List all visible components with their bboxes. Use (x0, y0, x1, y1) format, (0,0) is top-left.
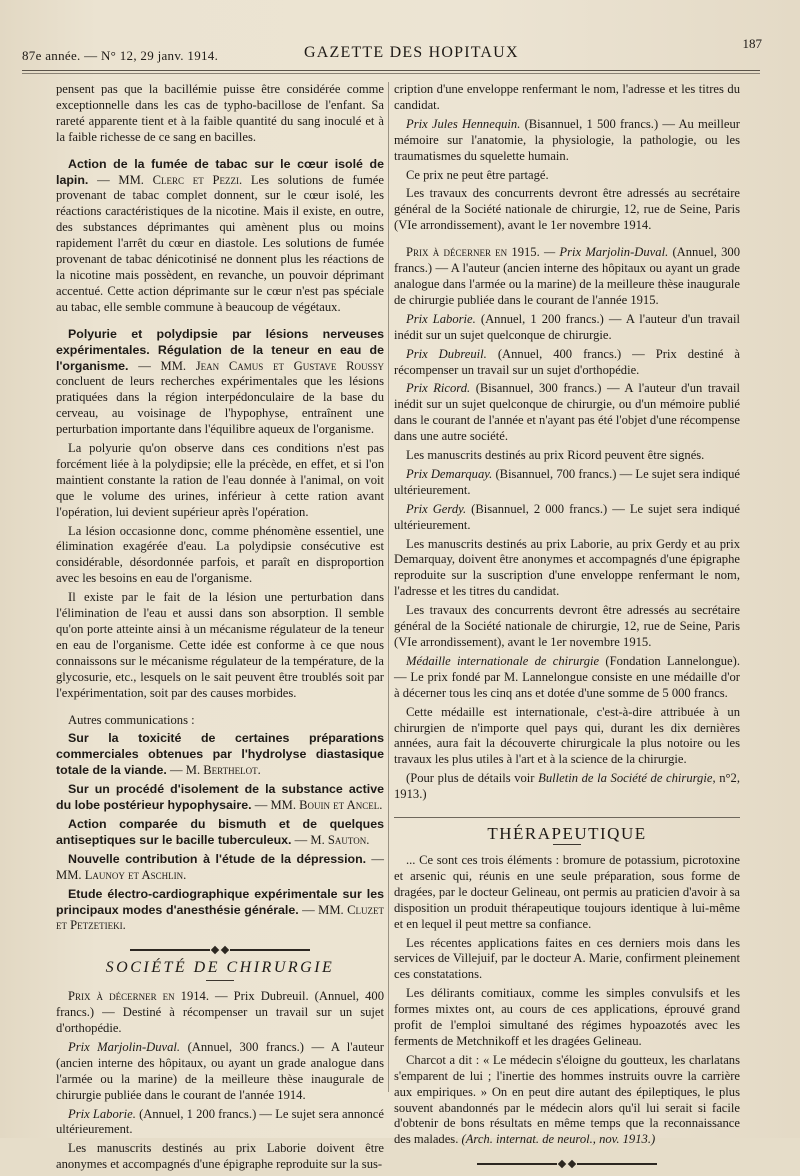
paragraph: ... Ce sont ces trois éléments : bromure de potassium, picrotoxine et arsenic qui, réunis en une seule préparation, sous forme de dragées, par le docteur Gelineau, ont permis au praticien d'avoir à sa disposition un produit thérapeutique toujours identique à lui-même et en lequel il peut mettre sa confiance. (394, 852, 740, 931)
reference-prefix: (Pour plus de détails voir (406, 771, 535, 786)
communication-authors: — MM. Bouin et Ancel. (254, 798, 383, 813)
right-column (394, 82, 740, 1174)
paragraph: Les travaux des concurrents devront être adressés au secrétaire général de la Société nationale de chirurgie, 12, rue de Seine, Paris (VIe arrondissement), avant le 1er novembre 1915. (394, 603, 740, 649)
prize-text: (Bisannuel, 1 500 francs.) — Au meilleur mémoire sur l'anatomie, la physiologie, la pathologie, ou les traumatismes du squelette humain. (394, 116, 740, 163)
prize-name: Médaille internationale de chirurgie (406, 653, 600, 668)
communication-title: Sur la toxicité de certaines préparations commerciales obtenues par l'hydrolyse diastasique totale de la viande. (56, 731, 384, 778)
paragraph: Il existe par le fait de la lésion une perturbation dans l'élimination de l'eau et aussi dans son absorption. Il semble qu'on porte atteinte ainsi à un mécanisme régulateur de la teneur en eau de l'organisme. Cette idée est conforme à ce que nous connaissons sur le mécanisme régulateur de la température, de la glycosurie, etc., lesquels on le sait peuvent être troublés soit par l'expérimentation, soit par des causes morbides. (56, 590, 384, 700)
paragraph: Les manuscrits destinés au prix Laborie, au prix Gerdy et au prix Demarquay, doivent être anonymes et accompagnés d'une épigraphe reproduite sur la suscription d'une enveloppe renfermant le nom, l'adresse et les titres du candidat. (394, 536, 740, 599)
communication-title: Nouvelle contribution à l'étude de la dépression. (68, 851, 367, 866)
prize-text: (Annuel, 400 francs.) — Prix destiné à récompenser un travail sur un sujet d'orthopédie. (394, 346, 740, 377)
column-divider (388, 82, 389, 1092)
other-communications-label: Autres communications : (68, 712, 195, 727)
article-authors: — MM. Clerc et Pezzi. (97, 172, 243, 187)
paragraph: Les travaux des concurrents devront être adressés au secrétaire général de la Société nationale de chirurgie, 12, rue de Seine, Paris (VIe arrondissement), avant le 1er novembre 1914. (394, 186, 740, 233)
paragraph: La polyurie qu'on observe dans ces conditions n'est pas forcément liée à la polydipsie; elle la précède, en effet, et si l'on maintient constante la ration de l'eau donnée à l'animal, on voit que le volume des urines, inférieur à cette ration avant l'opération, lui devient supérieur après l'opération. (56, 441, 384, 519)
prize-name: Prix Dubreuil. (406, 346, 487, 361)
header-rule-secondary (22, 73, 760, 74)
journal-title: GAZETTE DES HOPITAUX (304, 44, 519, 61)
prize-item (394, 467, 740, 499)
prize-item (394, 502, 740, 534)
prize-text: (Annuel, 1 200 francs.) — Le sujet sera annoncé ultérieurement. (56, 1106, 384, 1137)
reference-note (394, 771, 740, 803)
communication-authors: — M. Berthelot. (170, 763, 261, 778)
header-rule (22, 70, 760, 71)
prize-item (394, 347, 740, 379)
communication-item (56, 817, 384, 849)
section-rule (394, 817, 740, 818)
quote-reference: (Arch. internat. de neurol., nov. 1913.) (461, 1132, 656, 1147)
section-ornament (56, 942, 384, 952)
section-title-therapeutique: THÉRAPEUTIQUE (487, 824, 647, 844)
prize-item (56, 989, 384, 1037)
prize-year-label: Prix à décerner en 1915. (406, 245, 540, 260)
issue-line: 87e année. — N° 12, 29 janv. 1914. (22, 48, 219, 63)
communication-authors: — MM. Cluzet et Petzetieki. (56, 902, 384, 933)
page-header (22, 36, 766, 66)
quote-text: Charcot a dit : « Le médecin s'éloigne du goutteux, les charlatans s'emparent de lui ; l'inertie des hommes instruits ouvre la carrière aux empiriques. » On en peut dire autant des épileptiques, le plus souvent abandonnés par le médecin alors qu'il lui serait si facile d'obtenir de bons résultats en même temps que la reconnaissance des malades. (394, 1052, 740, 1147)
article-tabac (56, 157, 384, 316)
communication-authors: — M. Sauton. (294, 832, 370, 847)
page-number: 187 (742, 36, 762, 51)
article-title: Action de la fumée de tabac sur le cœur isolé de lapin. (56, 156, 384, 187)
prize-item (56, 1107, 384, 1139)
prize-name: Prix Laborie. (68, 1106, 136, 1121)
communication-item (56, 887, 384, 935)
paragraph: cription d'une enveloppe renfermant le nom, l'adresse et les titres du candidat. (394, 82, 740, 112)
article-body: concluent de leurs recherches expérimentales que les lésions pratiquées dans la région interpédonculaire de la base du cerveau, au voisinage de l'hypophyse, entraînent une perturbation importante dans l'équilibre aqueux de l'organisme. (56, 374, 384, 437)
prize-year-label: Prix à décerner en 1914. (68, 989, 209, 1004)
paragraph: La lésion occasionne donc, comme phénomène essentiel, une élimination exagérée d'eau. La polydipsie consécutive est considérable, désordonnée parfois, et paraît en disproportion avec les besoins en eau de l'organisme. (56, 523, 384, 586)
prize-name: Prix Jules Hennequin. (406, 116, 521, 131)
prize-item (394, 245, 740, 309)
article-polyurie (56, 327, 384, 438)
prize-name: Prix Demarquay. (406, 466, 493, 481)
prize-text: (Annuel, 300 francs.) — A l'auteur (ancien interne des hôpitaux ou ayant un grade analogue dans l'armée ou la marine) de la meilleure thèse inaugurale de chirurgie publiée dans le courant de l'année 1915. (394, 245, 740, 307)
prize-item (394, 117, 740, 165)
prize-text: (Fondation Lannelongue). — Le prix fondé par M. Lannelongue consiste en une médaille d'or à décerner tous les cinq ans et dotée d'une somme de 5 000 francs. (394, 653, 740, 700)
paragraph (394, 1053, 740, 1148)
communication-item (56, 731, 384, 779)
paragraph: Les manuscrits destinés au prix Ricord peuvent être signés. (406, 448, 705, 463)
paragraph: Les délirants comitiaux, comme les simples convulsifs et les formes mixtes ont, au cours de ces applications, éprouvé grand profit de l'emploi simultané des régimes hypoazotés avec les ferments de Metchnikoff et les dragées Gelineau. (394, 986, 740, 1048)
title-rule (206, 980, 234, 981)
prize-item (56, 1040, 384, 1104)
paragraph: Ce prix ne peut être partagé. (406, 167, 549, 182)
communication-title: Etude électro-cardiographique expérimentale sur les principaux modes d'anesthésie générale. (56, 886, 384, 917)
communication-title: Sur un procédé d'isolement de la substance active du lobe postérieur hypophysaire. (56, 782, 384, 813)
communication-authors: — MM. Launoy et Aschlin. (56, 851, 384, 882)
paragraph: Les manuscrits destinés au prix Laborie doivent être anonymes et accompagnés d'une épigraphe reproduite sur la sus- (56, 1141, 384, 1172)
section-title-chirurgie: SOCIÉTÉ DE CHIRURGIE (105, 959, 335, 977)
prize-name: — Prix Marjolin-Duval. (543, 245, 669, 260)
prize-text: (Bisannuel, 700 francs.) — Le sujet sera indiqué ultérieurement. (394, 466, 741, 497)
communication-item (56, 852, 384, 884)
prize-text: (Bisannuel, 300 francs.) — A l'auteur d'un travail inédit sur un sujet quelconque de chirurgie, ou d'un mémoire publié dans le courant de l'année et n'ayant pas été l'objet d'une récompense dans une autre société. (394, 381, 740, 444)
prize-item (394, 381, 740, 445)
article-authors: — MM. Jean Camus et Gustave Roussy (138, 358, 385, 373)
prize-name: Prix Gerdy. (406, 501, 467, 516)
prize-text: (Annuel, 1 200 francs.) — A l'auteur d'un travail inédit sur un sujet quelconque de chirurgie. (394, 311, 740, 342)
paragraph: Cette médaille est internationale, c'est-à-dire attribuée à un chirurgien de n'importe quel pays qui, durant les dix dernières années, aura fait la découverte chirurgicale la plus notoire ou les travaux les plus utiles à l'art et à la science de la chirurgie. (394, 704, 740, 767)
prize-name: Prix Ricord. (406, 381, 471, 396)
prize-text: — Prix Dubreuil. (Annuel, 400 francs.) — Destiné à récompenser un travail sur un sujet d'orthopédie. (56, 989, 385, 1036)
reference-journal: Bulletin de la Société de chirurgie, (538, 771, 716, 786)
prize-text: (Bisannuel, 2 000 francs.) — Le sujet sera indiqué ultérieurement. (394, 501, 740, 532)
prize-name: Prix Laborie. (406, 311, 476, 326)
end-ornament (394, 1156, 740, 1166)
communication-title: Action comparée du bismuth et de quelques antiseptiques sur le bacille tuberculeux. (56, 816, 384, 847)
article-body: Les solutions de fumée provenant de tabac complet donnent, sur le cœur isolé, les réactions caractéristiques de la nicotine. Mais il existe, en outre, des substances déprimantes qui amènent plus ou moins rapidement l'arrêt du cœur en diastole. Les solutions de fumée provenant de tabac dénicotinisé ne donnent plus les réactions de la nicotine mais possèdent, en revanche, un pouvoir déprimant accentué. Cette action déprimante sur le cœur n'est pas spéciale au tabac, elle semble commune à beaucoup de végétaux. (56, 172, 384, 314)
reference-suffix: n°2, 1913.) (394, 771, 740, 802)
paragraph: pensent pas que la bacillémie puisse être considérée comme exceptionnelle dans les cas de typho-bacillose de l'enfant. Sa rareté apparente tient et à la faible quantité du sang inoculé et à la faible richesse de ce sang en bacilles. (56, 82, 384, 144)
prize-text: (Annuel, 300 francs.) — A l'auteur (ancien interne des hôpitaux, ou ayant un grade analogue dans l'armée ou la marine) de la meilleure thèse inaugurale de chirurgie publiée dans le courant de l'année 1914. (56, 1039, 384, 1102)
prize-item (394, 312, 740, 344)
prize-item (394, 654, 740, 702)
title-rule (553, 844, 581, 845)
article-title: Polyurie et polydipsie par lésions nerveuses expérimentales. Régulation de la teneur en eau de l'organisme. (56, 326, 384, 373)
left-column (56, 82, 384, 1176)
prize-name: Prix Marjolin-Duval. (68, 1039, 181, 1054)
communication-item (56, 782, 384, 814)
paragraph: Les récentes applications faites en ces derniers mois dans les services de Villejuif, par le docteur A. Marie, confirment pleinement ces constatations. (394, 935, 740, 982)
